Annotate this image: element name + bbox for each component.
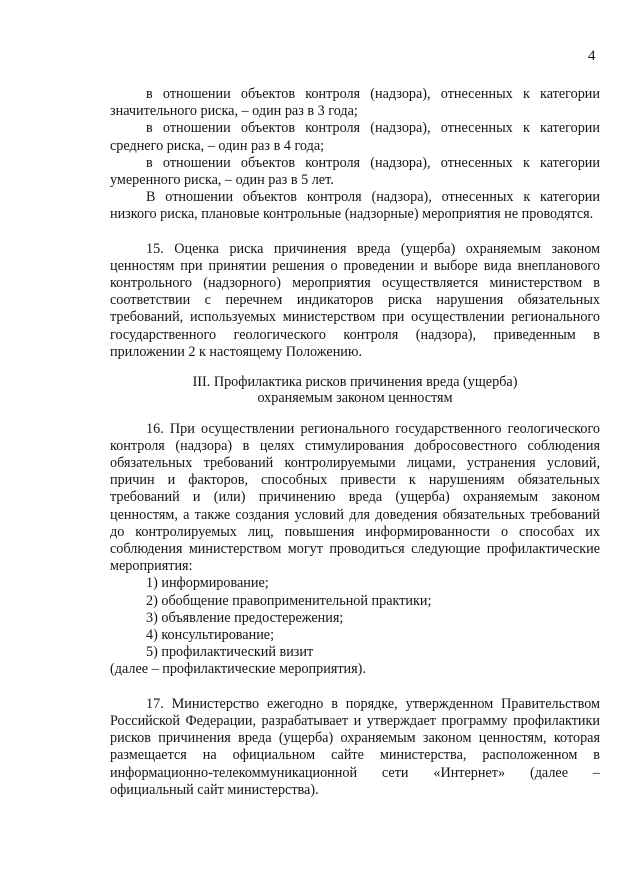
list-item: 1) информирование; [146,575,269,592]
list-item: 2) обобщение правоприменительной практики; [146,592,432,609]
paragraph-moderate-risk: в отношении объектов контроля (надзора), отнесенных к категории умеренного риска, – один раз в 5 лет. [110,154,600,189]
section-heading-line-2: охраняемым законом ценностям [257,389,453,406]
paragraph-15: 15. Оценка риска причинения вреда (ущерба) охраняемым законом ценностям при принятии решения о проведении и выборе вида внепланового контрольного (надзорного) мероприятия осуществляется министерством в соответствии с перечнем индикаторов риска нарушения обязательных требований, используемых министерством при осуществлении регионального государственного геологического контроля (надзора), приведенным в приложении 2 к настоящему Положению. [110,240,600,360]
measures-note: (далее – профилактические мероприятия). [110,661,366,678]
paragraph-16: 16. При осуществлении регионального государственного геологического контроля (надзора) в целях стимулирования добросовестного соблюдения обязательных требований контролируемыми лицами, устранения условий, причин и факторов, способных привести к нарушениям обязательных требований и (или) причинению вреда (ущерба) охраняемым законом ценностям, а также создания условий для доведения обязательных требований до контролируемых лиц, повышения информированности о способах их соблюдения министерством могут проводиться следующие профилактические мероприятия: [110,420,600,575]
list-item: 4) консультирование; [146,627,275,644]
list-item: 5) профилактический визит [146,644,314,661]
document-body [110,86,600,799]
paragraph-17: 17. Министерство ежегодно в порядке, утвержденном Правительством Российской Федерации, разрабатывает и утверждает программу профилактики рисков причинения вреда (ущерба) охраняемым законом ценностям, которая размещается на официальном сайте министерства, расположенном в информационно-телекоммуникационной сети «Интернет» (далее – официальный сайт министерства). [110,695,600,798]
page-number: 4 [588,48,596,64]
prevention-measures-list [110,575,600,661]
paragraph-significant-risk: в отношении объектов контроля (надзора), отнесенных к категории значительного риска, – один раз в 3 года; [110,86,600,120]
list-item: 3) объявление предостережения; [146,609,344,626]
paragraph-low-risk: В отношении объектов контроля (надзора), отнесенных к категории низкого риска, плановые контрольные (надзорные) мероприятия не проводятся. [110,189,600,223]
section-heading-line-1: III. Профилактика рисков причинения вреда (ущерба) [192,374,518,391]
section-heading [110,375,600,407]
paragraph-medium-risk: в отношении объектов контроля (надзора), отнесенных к категории среднего риска, – один раз в 4 года; [110,120,600,154]
